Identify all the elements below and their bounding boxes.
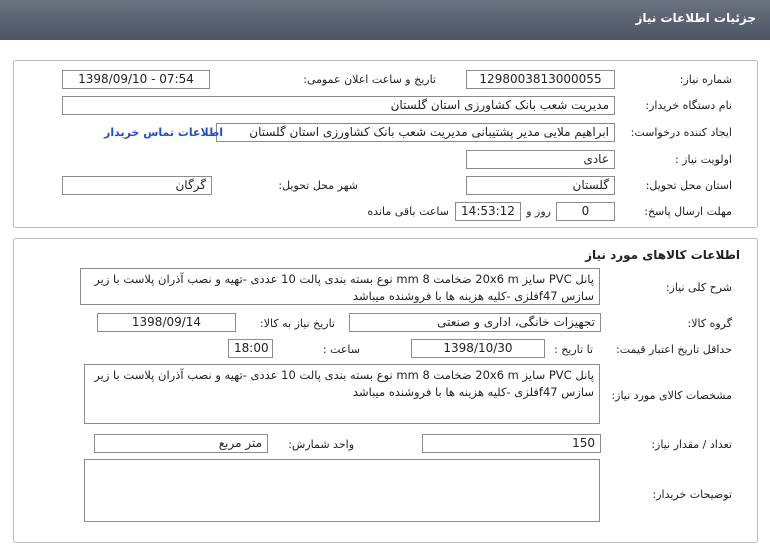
buyer-contact-link[interactable]: اطلاعات تماس خریدار [104, 126, 224, 139]
announce-date-field: 1398/09/10 - 07:54 [62, 70, 210, 89]
goods-group-label: گروه کالا: [687, 317, 732, 330]
page-title: جزئیات اطلاعات نیاز [635, 11, 756, 25]
remaining-time-suffix: ساعت باقی مانده [367, 205, 449, 218]
days-unit-label: روز و [526, 205, 551, 218]
need-date-field: 1398/09/14 [97, 313, 236, 332]
buyer-org-label: نام دستگاه خریدار: [645, 99, 732, 112]
unit-label: واحد شمارش: [288, 438, 354, 451]
priority-label: اولویت نیاز : [674, 153, 732, 166]
creator-label: ایجاد کننده درخواست: [630, 126, 732, 139]
goods-group-field: تجهیزات خانگی، اداری و صنعتی [349, 313, 601, 332]
until-date-label: تا تاریخ : [554, 343, 593, 356]
need-number-field: 1298003813000055 [466, 70, 615, 89]
buyer-notes-field [84, 459, 600, 522]
quantity-field: 150 [422, 434, 601, 453]
page-header [0, 0, 770, 40]
summary-field: پانل PVC سایز 20x6 m ضخامت mm 8 نوع بسته بندی پالت 10 عددی -تهیه و نصب آذران پلاست با زیر سازس f47فلزی -کلیه هزینه ها با فروشنده میباشد [80, 268, 600, 305]
need-number-label: شماره نیاز: [679, 73, 732, 86]
city-label: شهر محل تحویل: [278, 179, 358, 192]
remaining-time-field: 14:53:12 [455, 202, 521, 221]
days-field: 0 [556, 202, 615, 221]
quantity-label: تعداد / مقدار نیاز: [651, 438, 732, 451]
announce-date-label: تاریخ و ساعت اعلان عمومی: [303, 73, 436, 86]
summary-label: شرح کلی نیاز: [665, 281, 732, 294]
creator-field: ابراهیم ملایی مدیر پشتیبانی مدیریت شعب بانک کشاورزی استان گلستان [216, 123, 615, 142]
province-field: گلستان [466, 176, 615, 195]
min-validity-label: حداقل تاریخ اعتبار قیمت: [616, 343, 732, 356]
buyer-notes-label: توضیحات خریدار: [652, 488, 732, 501]
priority-field: عادی [466, 150, 615, 169]
deadline-label: مهلت ارسال پاسخ: [644, 205, 732, 218]
hour-field: 18:00 [228, 339, 273, 358]
buyer-org-field: مدیریت شعب بانک کشاورزی استان گلستان [62, 96, 615, 115]
unit-field: متر مربع [94, 434, 268, 453]
need-date-label: تاریخ نیاز به کالا: [260, 317, 335, 330]
province-label: استان محل تحویل: [645, 179, 732, 192]
specs-field: پانل PVC سایز 20x6 m ضخامت mm 8 نوع بسته بندی پالت 10 عددی -تهیه و نصب آذران پلاست با زیر سازس f47فلزی -کلیه هزینه ها با فروشنده میباشد [84, 364, 600, 424]
until-date-field: 1398/10/30 [411, 339, 545, 358]
city-field: گرگان [62, 176, 212, 195]
goods-section-title: اطلاعات کالاهای مورد نیاز [585, 248, 740, 262]
specs-label: مشخصات کالای مورد نیاز: [611, 389, 732, 402]
hour-label: ساعت : [322, 343, 360, 356]
